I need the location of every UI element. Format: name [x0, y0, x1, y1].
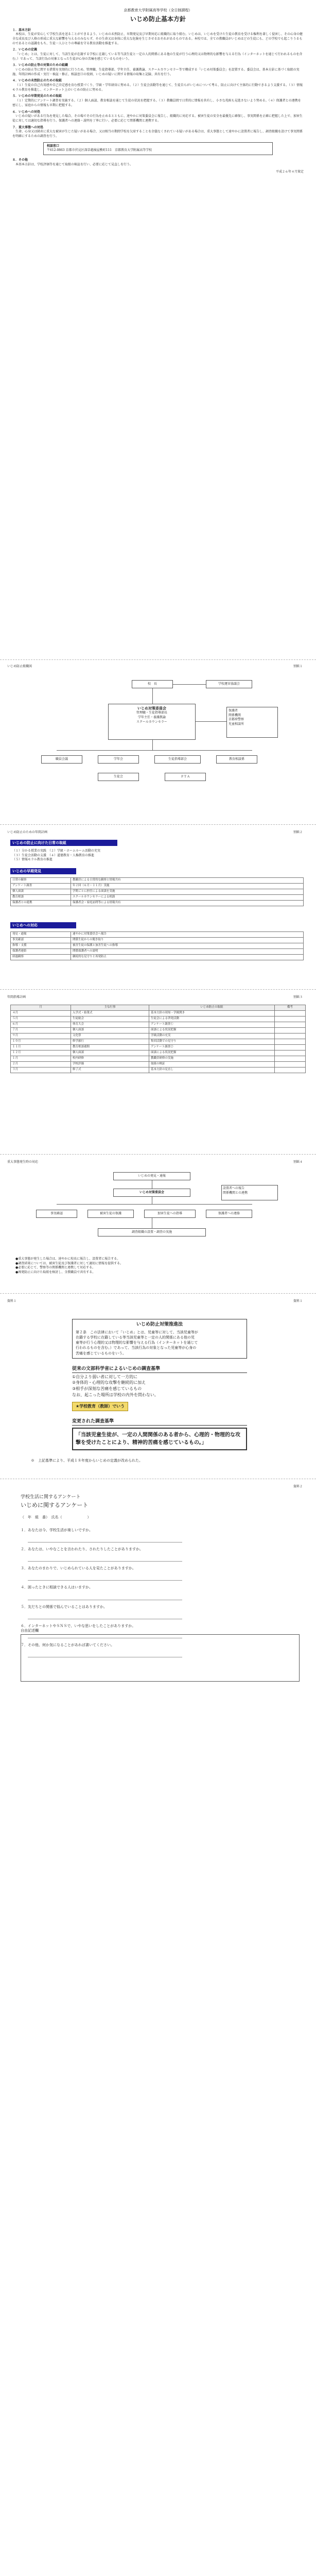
response-cell: 経過観察 [11, 954, 71, 960]
schedule-cell [274, 1027, 305, 1033]
schedule-header-row [11, 1005, 306, 1011]
page-4-header-right: 別紙３ [293, 995, 303, 999]
student-council-box: 生徒会 [98, 773, 139, 781]
section-body: いじめの防止等に関する措置を実効的に行うため、管理職、生徒指導部、学年主任、養護教諭、スクールカウンセラー等で構成する「いじめ対策委員会」を設置する。委員会は、基本方針に基づく取組の実施、年間計画の作成・実行・検証・修正、相談窓口の役割、いじめの疑いに関する情報の収集と記録、共有を行う。 [12, 68, 300, 76]
schedule-cell: ３月 [11, 1067, 71, 1073]
daily-item: （５）情報モラル教育の推進 [12, 858, 52, 862]
old-criteria-item: ①自分より弱い者に対して一方的に [72, 1374, 138, 1379]
response-cell: 事実確認 [11, 937, 71, 943]
old-criteria-item: ②身体的・心理的な攻撃を継続的に加え [72, 1380, 146, 1385]
schedule-cell: 取組の検証 [149, 1061, 275, 1067]
sub-box-counseling: 教育相談係 [216, 755, 257, 764]
schedule-column-header: 月 [11, 1005, 71, 1011]
response-cell: 関係生徒からの聞き取り [71, 937, 304, 943]
answer-line[interactable] [28, 1595, 182, 1600]
schedule-row [11, 1016, 306, 1022]
response-row [11, 943, 304, 948]
early-detection-row [11, 883, 304, 889]
early-detection-cell: 保護者会・家庭訪問等による情報共有 [71, 900, 304, 906]
flow-note: ●必要に応じて、警察等の関係機関と連携して対応する。 [15, 1266, 96, 1270]
schedule-cell: １１月 [11, 1044, 71, 1050]
early-detection-cell: 教育相談 [11, 894, 71, 900]
schedule-cell: 集団活動での見守り [149, 1039, 275, 1044]
pta-box: ＰＴＡ [165, 773, 206, 781]
early-detection-row [11, 900, 304, 906]
law-line: 行われるものを含む。）であって、当該行為の対象となった児童等が心身の [76, 1346, 197, 1350]
page-divider [0, 1293, 316, 1294]
schedule-cell: 教育相談週間 [71, 1044, 149, 1050]
committee-member: 学年主任・養護教諭 [137, 715, 166, 719]
committee-title: いじめ対策委員会 [137, 706, 166, 710]
law-title: いじめ防止対策推進法 [136, 1322, 183, 1327]
response-cell: 指導・支援 [11, 943, 71, 948]
schedule-cell: アンケート調査① [149, 1022, 275, 1027]
schedule-cell: 生徒会による啓発活動 [149, 1016, 275, 1022]
section-body: いじめの疑いがある行為を発見した場合、その場でその行為を止めるとともに、速やかに対策委員会に報告し、組織的に対応する。被害生徒の安全を最優先に確保し、事実関係を正確に把握した上で、加害生徒に対しては適切な指導を行う。保護者への連絡・説明を丁寧に行い、必要に応じて関係機関と連携する。 [12, 114, 303, 123]
section-8-body: 本基本方針は、学校評価等を通じて取組の検証を行い、必要に応じて見直しを行う。 [15, 162, 133, 166]
section-heading: ７．重大事態への対処 [12, 125, 44, 129]
daily-items [12, 849, 301, 862]
schedule-cell [274, 1022, 305, 1027]
early-detection-row [11, 889, 304, 894]
schedule-cell [274, 1061, 305, 1067]
answer-line[interactable] [28, 1575, 182, 1581]
schedule-cell [274, 1039, 305, 1044]
new-criteria-title: 変更された調査基準 [72, 1418, 247, 1426]
schedule-row [11, 1067, 306, 1073]
schedule-cell [274, 1044, 305, 1050]
schedule-cell: アンケート調査② [149, 1044, 275, 1050]
flow-box-protect: 被害生徒の保護 [87, 1210, 134, 1218]
flow-box-fact: 事実確認 [36, 1210, 77, 1218]
schedule-cell: 文化祭 [71, 1033, 149, 1039]
old-criteria-note: なお、起こった場所は学校の内外を問わない。 [72, 1392, 159, 1397]
section-bar-early: いじめの早期発見 [10, 868, 76, 874]
schedule-cell: 学校評価 [71, 1061, 149, 1067]
survey-question: ３．あなたのまわりで、いじめられている人を見たことがありますか。 [21, 1566, 136, 1571]
page-divider [0, 989, 316, 990]
answer-line[interactable] [28, 1614, 182, 1619]
page-2-header-left: いじめ防止組織図 [7, 665, 32, 668]
page-6-header-left: 資料１ [7, 1299, 17, 1303]
response-table [10, 931, 304, 960]
contact-box [43, 142, 273, 155]
policy-footer: 平成２６年４月策定 [275, 170, 304, 174]
flow-committee-box: いじめ対策委員会 [113, 1189, 190, 1197]
daily-item: （３）生徒会活動の支援 （４）道徳教育・人権教育の推進 [12, 853, 95, 857]
free-text-label: 自由記述欄 [21, 1629, 39, 1633]
law-line: 在籍する学校に在籍している等当該児童等と一定の人的関係にある他の児 [76, 1335, 195, 1340]
schedule-cell: 個人面談 [71, 1027, 149, 1033]
sub-box-guidance: 生徒指導部会 [154, 755, 201, 764]
page-3-header-right: 別紙２ [293, 831, 303, 834]
section-body: （１）生徒の自己有用感や自己肯定感を育む授業づくり、学級・学年経営に努める。（２）生徒会活動等を通じて、生徒自らがいじめについて考え、防止に向けて主体的に行動できるよう支援する。（３）情報モラル教育を推進し、インターネット上のいじめの防止に努める。 [12, 83, 303, 92]
response-row [11, 932, 304, 938]
section-heading: ３．いじめの防止等の対策のための組織 [12, 63, 68, 67]
early-detection-row [11, 878, 304, 884]
schedule-cell [274, 1067, 305, 1073]
schedule-cell: ９月 [11, 1033, 71, 1039]
free-text-box[interactable] [21, 1634, 300, 1682]
connector [152, 688, 153, 704]
schedule-cell: ６月 [11, 1022, 71, 1027]
schedule-row [11, 1010, 306, 1016]
section-body: 「いじめ」とは、生徒に対して、当該生徒が在籍する学校に在籍している等当該生徒と一定の人的関係にある他の生徒が行う心理的又は物理的な影響を与える行為（インターネットを通じて行われるものを含む。）であって、当該行為の対象となった生徒が心身の苦痛を感じているものをいう。 [12, 52, 303, 61]
survey-title-2: いじめに関するアンケート [21, 1502, 89, 1509]
external-box [226, 707, 278, 738]
section-heading: ６．いじめへの対処 [12, 110, 41, 114]
schedule-row [11, 1044, 306, 1050]
external-item: 京都府警察 [229, 718, 244, 722]
schedule-cell [274, 1056, 305, 1061]
response-cell: 保護者連絡 [11, 948, 71, 954]
section-heading: １．基本方針 [12, 28, 31, 32]
schedule-row [11, 1050, 306, 1056]
schedule-row [11, 1039, 306, 1044]
new-criteria-box: 「当該児童生徒が、一定の人間関係のある者から、心理的・物理的な攻撃を受けたことにより、精神的苦痛を感じているもの。」 [72, 1428, 247, 1450]
early-detection-cell: アンケート調査 [11, 883, 71, 889]
survey-title-1: 学校生活に関するアンケート [21, 1495, 81, 1500]
schedule-cell: 基本方針の見直し [149, 1067, 275, 1073]
early-detection-cell: 学期ごとに担任による面談を実施 [71, 889, 304, 894]
schedule-row [11, 1033, 306, 1039]
connector [152, 740, 153, 750]
response-row [11, 948, 304, 954]
flow-note: ●調査結果については、被害生徒及び保護者に対して適切に情報を提供する。 [15, 1261, 124, 1265]
schedule-column-header: 主な行事 [71, 1005, 149, 1011]
law-line: 童等が行う心理的又は物理的な影響を与える行為（インターネットを通じて [76, 1341, 198, 1345]
committee-member: スクールカウンセラー [136, 720, 167, 724]
page-divider [0, 659, 316, 660]
schedule-cell: 生徒総会 [71, 1016, 149, 1022]
schedule-cell [274, 1033, 305, 1039]
principal-box: 校 長 [132, 680, 173, 688]
survey-question: ２．あなたは、いやなことを言われたり、されたりしたことがありますか。 [21, 1547, 143, 1552]
schedule-column-header: 備考 [274, 1005, 305, 1011]
section-bar-daily: いじめの防止に向けた日常の取組 [10, 840, 117, 846]
sub-box-grade-meeting: 学年会 [98, 755, 139, 764]
section-heading: ４．いじめの未然防止のための取組 [12, 79, 62, 83]
section-bar-response: いじめへの対応 [10, 922, 76, 928]
schedule-cell: 修了式 [71, 1067, 149, 1073]
schedule-cell: １月 [11, 1056, 71, 1061]
schedule-cell [274, 1010, 305, 1016]
law-line: 第２条 この法律において「いじめ」とは、児童等に対して、当該児童等が [76, 1330, 198, 1335]
answer-line[interactable] [28, 1537, 182, 1543]
answer-line[interactable] [28, 1556, 182, 1562]
early-detection-cell: 日常の観察 [11, 878, 71, 884]
schedule-cell: ５月 [11, 1016, 71, 1022]
page-5-header-right: 別紙４ [293, 1160, 303, 1164]
old-criteria-item: ③相手が深刻な苦痛を感じているもの [72, 1386, 142, 1391]
early-detection-cell: 年２回（６月・１１月）実施 [71, 883, 304, 889]
external-item: 保護者 [229, 709, 238, 713]
survey-question: ６．インターネットやＳＮＳで、いやな思いをしたことがありますか。 [21, 1623, 136, 1628]
flow-box-parents: 保護者への連絡 [206, 1210, 252, 1218]
early-detection-cell: 個人面談 [11, 889, 71, 894]
schedule-column-header: いじめ防止の取組 [149, 1005, 275, 1011]
old-criteria-title: 従来の文部科学省によるいじめの調査基準 [72, 1366, 247, 1373]
teacher-highlight: ★学校教育（教師）でいう [72, 1402, 128, 1411]
annual-schedule-table [10, 1005, 306, 1073]
page-title: いじめ防止基本方針 [130, 15, 186, 23]
flow-right-box [221, 1185, 278, 1200]
schedule-cell: 校内研修 [71, 1056, 149, 1061]
schedule-cell: １０月 [11, 1039, 71, 1044]
sub-box-staff-meeting: 職員会議 [41, 755, 82, 764]
schedule-cell [274, 1050, 305, 1056]
early-detection-table [10, 877, 304, 906]
page-divider [0, 824, 316, 825]
response-cell: 被害生徒の保護と加害生徒への指導 [71, 943, 304, 948]
external-item: 児童相談所 [229, 722, 244, 726]
page-7-header-right: 資料２ [293, 1485, 303, 1488]
committee-box [108, 704, 196, 740]
schedule-row [11, 1022, 306, 1027]
connector [57, 1204, 252, 1205]
definition-footnote: ※ 上記基準により、平成１８年度からいじめの定義が改められた。 [31, 1459, 143, 1463]
early-detection-cell: 教職員による日常的な観察と情報共有 [71, 878, 304, 884]
survey-question: １．あなたは今、学校生活が楽しいですか。 [21, 1528, 93, 1532]
survey-question: ４．困ったときに相談できる人はいますか。 [21, 1585, 93, 1590]
survey-question: ５．友だちとの関係で悩んでいることはありますか。 [21, 1604, 107, 1609]
flow-note: ●重大事態が発生した場合は、速やかに校長に報告し、設置者に報告する。 [15, 1257, 120, 1261]
response-cell: 速やかに対策委員会へ報告 [71, 932, 304, 938]
section-heading: ５．いじめの早期発見のための取組 [12, 94, 62, 98]
flow-box-guide: 加害生徒への指導 [144, 1210, 196, 1218]
schedule-cell: 面談による状況把握 [149, 1050, 275, 1056]
early-detection-row [11, 894, 304, 900]
schedule-cell: 学級活動の充実 [149, 1033, 275, 1039]
policy-sections [12, 28, 304, 139]
page-5-header-left: 重大事態発生時の対応 [7, 1160, 39, 1164]
schedule-cell: 入学式・始業式 [71, 1010, 149, 1016]
section-body: （１）定期的にアンケート調査を実施する。（２）個人面談、教育相談を通じて生徒の状況を把握する。（３）教職員間で日常的に情報を共有し、小さな兆候も見逃さないよう努める。（４）保護者との連携を密にし、家庭からの情報も早期に把握する。 [12, 99, 301, 107]
committee-member: 管理職・生徒指導部長 [136, 711, 167, 715]
external-item: 関係機関 [229, 713, 241, 717]
schedule-row [11, 1027, 306, 1033]
early-detection-cell: 保護者との連携 [11, 900, 71, 906]
schedule-cell: ７月 [11, 1027, 71, 1033]
survey-question: ７．その他、何か気になることがあれば書いてください。 [21, 1642, 114, 1647]
flow-start-box: いじめの発見・通報 [113, 1172, 190, 1180]
daily-item: （１）分かる授業の実践 （２）学級・ホームルーム活動の充実 [12, 849, 101, 853]
page-header: 京都教育大学附属高等学校（全日制課程） [124, 8, 192, 12]
survey-name-row: （ 年 組 番） 氏名（ ） [21, 1515, 91, 1519]
section-body: 生命、心身又は財産に重大な被害が生じた疑いがある場合、又は相当の期間学校を欠席することを余儀なくされている疑いがある場合は、重大事態として速やかに設置者に報告し、調査組織を設けて事実関係を明確にするための調査を行う。 [12, 130, 303, 138]
connector [57, 750, 252, 751]
schedule-cell: １２月 [11, 1050, 71, 1056]
connector [173, 684, 206, 685]
schedule-cell: 修学旅行 [71, 1039, 149, 1044]
flow-right-item: 設置者への報告 [223, 1187, 245, 1190]
section-body: 本校は、生徒が安心して学校生活を送ることができるよう、いじめの未然防止、早期発見及び早期対応に組織的に取り組む。いじめは、いじめを受けた生徒の教育を受ける権利を著しく侵害し、その心身の健全な成長及び人格の形成に重大な影響を与えるのみならず、その生命又は身体に重大な危険を生じさせるおそれがあるものである。本校では、全ての教職員がいじめはどの生徒にも、どの学校でも起こりうるものであるとの認識をもち、生徒一人ひとりの尊厳を守る教育活動を推進する。 [12, 32, 303, 45]
flow-note: ●再発防止に向けた取組を検討し、全教職員で共有する。 [15, 1270, 96, 1275]
flow-notes [15, 1257, 304, 1275]
page-1 [0, 8, 316, 564]
definition-panel [72, 1319, 247, 1450]
schedule-cell [274, 1016, 305, 1022]
schedule-cell: 体育大会 [71, 1022, 149, 1027]
schedule-cell: ４月 [11, 1010, 71, 1016]
schedule-cell: 基本方針の周知・学級開き [149, 1010, 275, 1016]
schedule-cell: 個人面談 [71, 1050, 149, 1056]
page-divider [0, 1154, 316, 1155]
contact-label: 相談窓口 [47, 144, 60, 148]
early-detection-cell: スクールカウンセラーによる相談 [71, 894, 304, 900]
contact-body: 〒612-0863 京都市伏見区深草越後屋敷町111 京都教育大学附属高等学校 [47, 148, 152, 152]
flow-investigation-box: 調査組織の設置・調査の実施 [98, 1228, 206, 1236]
section-heading: ２．いじめの定義 [12, 48, 38, 52]
flow-right-item: 関係機関との連携 [223, 1191, 248, 1195]
response-cell: 継続的な見守りと再発防止 [71, 954, 304, 960]
page-4-header-left: 年間指導計画 [7, 995, 26, 999]
council-box: 学校運営協議会 [206, 680, 252, 688]
response-row [11, 954, 304, 960]
response-cell: 発見・通報 [11, 932, 71, 938]
connector [196, 721, 226, 722]
page-2-header-right: 別紙１ [293, 665, 303, 668]
schedule-row [11, 1061, 306, 1067]
schedule-cell: 面談による状況把握 [149, 1027, 275, 1033]
page-6-header-right: 資料１ [293, 1299, 303, 1303]
schedule-row [11, 1056, 306, 1061]
page-3-header-left: いじめ防止のための年間計画 [7, 831, 48, 834]
schedule-cell: 教職員研修の実施 [149, 1056, 275, 1061]
law-line: 苦痛を感じているものをいう。 [76, 1351, 126, 1355]
law-box [72, 1319, 247, 1359]
response-row [11, 937, 304, 943]
section-8-heading: ８．その他 [12, 158, 28, 162]
response-cell: 関係保護者への説明 [71, 948, 304, 954]
schedule-cell: ２月 [11, 1061, 71, 1067]
